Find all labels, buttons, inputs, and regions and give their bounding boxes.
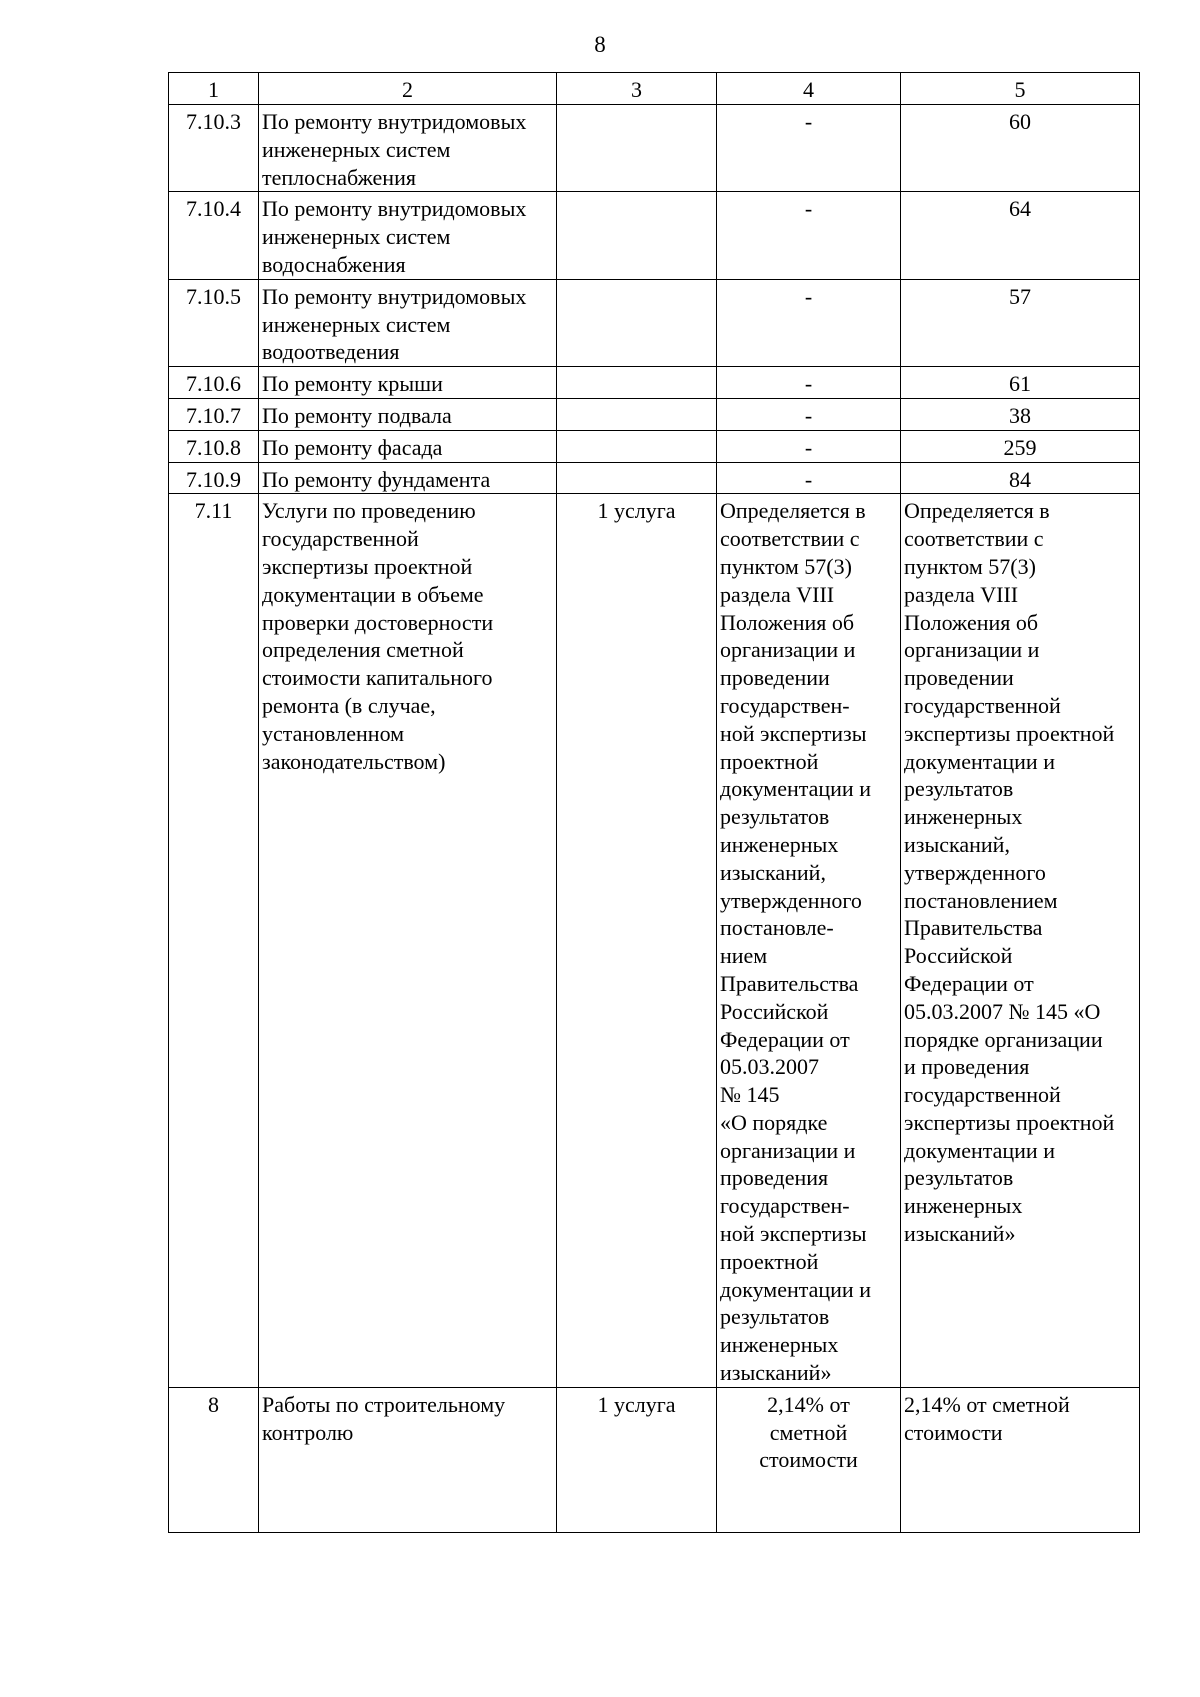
- row-description: Услуги по проведению государственной экспертизы проектной документации в объеме проверки достоверности определения сметной стоимости капитального ремонта (в случае, установленном законодательством): [259, 494, 557, 1388]
- table-row: [169, 367, 1140, 399]
- row-number: 7.11: [169, 494, 259, 1388]
- column-header: 2: [259, 73, 557, 105]
- row-value-col5: 60: [901, 105, 1140, 192]
- row-value-col4: -: [717, 192, 901, 279]
- table-row: [169, 494, 1140, 1388]
- row-unit: 1 услуга: [557, 1387, 717, 1532]
- row-unit: [557, 430, 717, 462]
- column-header: 5: [901, 73, 1140, 105]
- row-value-col5: 2,14% от сметной стоимости: [901, 1387, 1140, 1532]
- row-value-col4: -: [717, 279, 901, 366]
- table-header-row: [169, 73, 1140, 105]
- row-description: По ремонту крыши: [259, 367, 557, 399]
- table-row: [169, 279, 1140, 366]
- row-number: 7.10.8: [169, 430, 259, 462]
- services-table: [168, 72, 1140, 1533]
- row-unit: [557, 462, 717, 494]
- table-row: [169, 192, 1140, 279]
- row-value-col5: 38: [901, 398, 1140, 430]
- row-description: По ремонту фундамента: [259, 462, 557, 494]
- row-number: 8: [169, 1387, 259, 1532]
- row-unit: [557, 192, 717, 279]
- row-description: По ремонту подвала: [259, 398, 557, 430]
- row-unit: [557, 105, 717, 192]
- row-number: 7.10.7: [169, 398, 259, 430]
- row-unit: [557, 367, 717, 399]
- row-description: По ремонту внутридомовых инженерных систем водоотведения: [259, 279, 557, 366]
- column-header: 3: [557, 73, 717, 105]
- row-value-col5: Определяется в соответствии с пунктом 57(3) раздела VIII Положения об организации и проведении государственной экспертизы проектной документации и результатов инженерных изысканий, утвержденного постановлением Правительства Российской Федерации от 05.03.2007 № 145 «О порядке организации и проведения государственной экспертизы проектной документации и результатов инженерных изысканий»: [901, 494, 1140, 1388]
- row-number: 7.10.5: [169, 279, 259, 366]
- row-value-col5: 84: [901, 462, 1140, 494]
- column-header: 4: [717, 73, 901, 105]
- row-number: 7.10.4: [169, 192, 259, 279]
- row-unit: 1 услуга: [557, 494, 717, 1388]
- table-row: [169, 105, 1140, 192]
- table-row: [169, 462, 1140, 494]
- row-description: Работы по строительному контролю: [259, 1387, 557, 1532]
- page-number: 8: [594, 32, 606, 57]
- column-header: 1: [169, 73, 259, 105]
- table-row: [169, 1387, 1140, 1532]
- row-value-col5: 57: [901, 279, 1140, 366]
- row-unit: [557, 398, 717, 430]
- row-value-col5: 259: [901, 430, 1140, 462]
- row-number: 7.10.6: [169, 367, 259, 399]
- row-value-col4: 2,14% от сметной стоимости: [717, 1387, 901, 1532]
- row-number: 7.10.3: [169, 105, 259, 192]
- row-value-col4: -: [717, 105, 901, 192]
- row-number: 7.10.9: [169, 462, 259, 494]
- row-unit: [557, 279, 717, 366]
- row-value-col4: Определяется в соответствии с пунктом 57(3) раздела VIII Положения об организации и проведении государствен- ной экспертизы проектной документации и результатов инженерных изысканий, утвержденного постановле- нием Правительства Российской Федерации от 05.03.2007 № 145 «О порядке организации и проведения государствен- ной экспертизы проектной документации и результатов инженерных изысканий»: [717, 494, 901, 1388]
- row-value-col5: 64: [901, 192, 1140, 279]
- table-row: [169, 430, 1140, 462]
- row-value-col5: 61: [901, 367, 1140, 399]
- row-description: По ремонту фасада: [259, 430, 557, 462]
- row-value-col4: -: [717, 462, 901, 494]
- row-description: По ремонту внутридомовых инженерных систем водоснабжения: [259, 192, 557, 279]
- table-row: [169, 398, 1140, 430]
- row-value-col4: -: [717, 367, 901, 399]
- row-value-col4: -: [717, 398, 901, 430]
- row-description: По ремонту внутридомовых инженерных систем теплоснабжения: [259, 105, 557, 192]
- row-value-col4: -: [717, 430, 901, 462]
